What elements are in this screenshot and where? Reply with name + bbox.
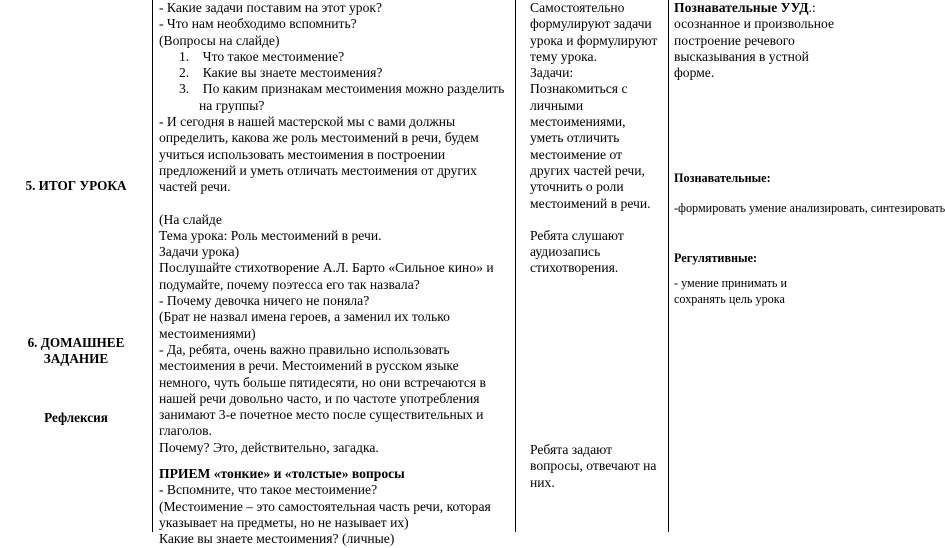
cognitive-title: Познавательные: [674,171,771,185]
question-girl: - Почему девочка ничего не поняла? [159,293,370,309]
teacher-column [159,0,511,548]
uud-line: форме. [674,65,715,81]
definition-answer: (Местоимение – это самостоятельная часть речи, которая указывает на предметы, но не называет их) [159,498,491,530]
mystery-line: Почему? Это, действительно, загадка. [159,439,379,455]
column-divider [668,0,669,532]
cognitive-text: -формировать умение анализировать, синтезировать [674,201,945,215]
column-divider [152,0,153,532]
questions-list [159,49,511,114]
uud-column: Познавательные УУД.: осознанное и произвольное построение речевого высказывания в устной форме. Познавательные: -формировать умение анализировать, синтезировать Регулятивные: - умение принимать и сохранять цель урока [674,0,945,306]
student-tasks: Познакомиться с личными местоимениями, уметь отличить местоимение от других частей речи, уточнить о роли местоимений в речи. [530,81,651,211]
slide-open: (На слайде [159,211,222,227]
student-formulate: Самостоятельно формулируют задачи урока и формулируют тему урока. [530,0,658,64]
student-listen: Ребята слушают аудиозапись стихотворения. [530,227,624,276]
importance-paragraph: - Да, ребята, очень важно правильно использовать местоимения в речи. Местоимений в русском языке немного, чуть больше пятидесяти, но они встречаются в нашей речи довольно часто, и по частоте употребления занимают 3-е почетное место после существительных и глаголов. [159,341,486,439]
lesson-topic: Тема урока: Роль местоимений в речи. [159,227,382,243]
stage-homework: 6. ДОМАШНЕЕ ЗАДАНИЕ [27,335,125,367]
question-item: 1. Что такое местоимение? [179,48,345,64]
uud-line: высказывания в устной [674,48,809,64]
question-item: 3. По каким признакам местоимения можно разделить на группы? [179,81,505,113]
answer-brother: (Брат не назвал имена героев, а заменил их только местоимениями) [159,309,450,341]
student-tasks-label: Задачи: [530,65,574,81]
student-column [530,0,662,490]
lesson-tasks: Задачи урока) [159,244,240,260]
question-remember: - Что нам необходимо вспомнить? [159,16,357,32]
regulative-title: Регулятивные: [674,251,758,265]
workshop-paragraph: - И сегодня в нашей мастерской мы с вами должны определить, какова же роль местоимений в речи, будем учиться использовать местоимения в построении предложений и уметь отличать местоимения от других частей речи. [159,114,479,195]
slide-questions-note: (Вопросы на слайде) [159,32,280,48]
uud-line: осознанное и произвольное [674,16,834,32]
question-tasks: - Какие задачи поставим на этот урок? [159,0,383,15]
question-definition: - Вспомните, что такое местоимение? [159,482,378,498]
stage-reflection: Рефлексия [44,410,108,425]
regulative-text: - умение принимать и сохранять цель урока [674,276,788,306]
method-heading: ПРИЕМ «тонкие» и «толстые» вопросы [159,466,405,482]
uud-title: Познавательные УУД [674,0,809,15]
uud-line: построение речевого [674,32,795,48]
column-divider [515,0,516,532]
poem-instruction: Послушайте стихотворение А.Л. Барто «Сильное кино» и подумайте, почему поэтесса его так назвала? [159,260,494,292]
student-questions: Ребята задают вопросы, отвечают на них. [530,442,657,490]
stage-itog: 5. ИТОГ УРОКА [25,178,127,193]
question-which: Какие вы знаете местоимения? (личные) [159,531,395,547]
question-item: 2. Какие вы знаете местоимения? [179,65,383,81]
